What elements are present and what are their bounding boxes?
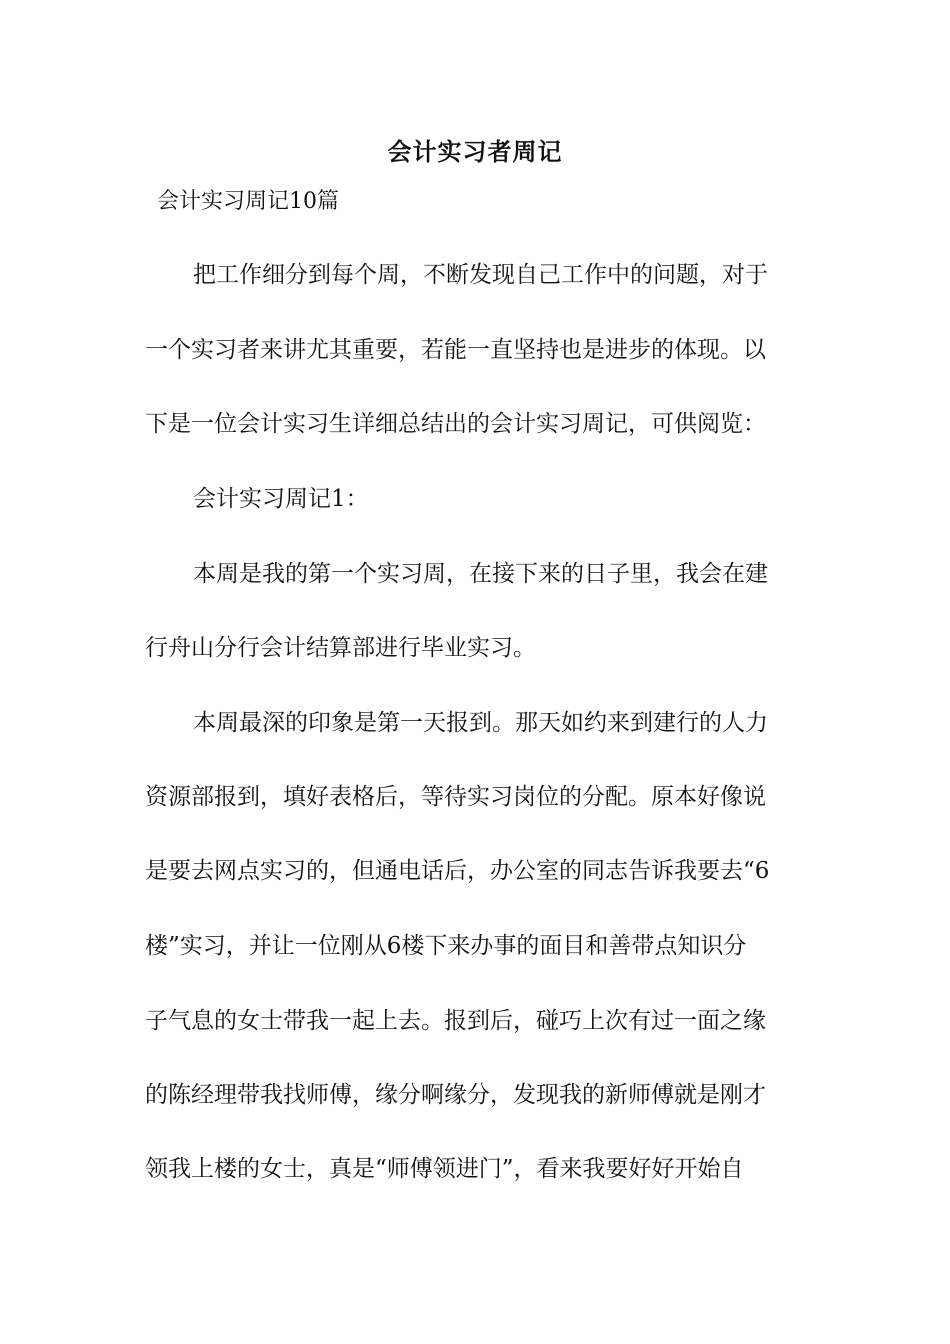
paragraph-line: 把工作细分到每个周，不断发现自己工作中的问题，对于 — [193, 262, 768, 288]
paragraph-line: 本周最深的印象是第一天报到。那天如约来到建行的人力 — [193, 710, 768, 736]
document-subtitle: 会计实习周记10篇 — [157, 189, 339, 214]
paragraph-line: 是要去网点实习的，但通电话后，办公室的同志告诉我要去“6 — [145, 858, 770, 884]
paragraph-line: 下是一位会计实习生详细总结出的会计实习周记，可供阅览： — [145, 411, 766, 437]
paragraph-line: 一个实习者来讲尤其重要，若能一直坚持也是进步的体现。以 — [145, 337, 766, 363]
paragraph-line: 领我上楼的女士，真是“师傅领进门”，看来我要好好开始自 — [145, 1156, 744, 1182]
paragraph-line: 楼”实习，并让一位刚从6楼下来办事的面目和善带点知识分 — [145, 933, 747, 959]
document-title: 会计实习者周记 — [387, 137, 563, 166]
section-heading: 会计实习周记1： — [193, 486, 369, 512]
paragraph-line: 子气息的女士带我一起上去。报到后，碰巧上次有过一面之缘 — [145, 1008, 766, 1034]
paragraph-line: 的陈经理带我找师傅，缘分啊缘分，发现我的新师傅就是刚才 — [145, 1082, 766, 1108]
paragraph-line: 资源部报到，填好表格后，等待实习岗位的分配。原本好像说 — [145, 784, 766, 810]
paragraph-line: 行舟山分行会计结算部进行毕业实习。 — [145, 635, 536, 661]
paragraph-line: 本周是我的第一个实习周，在接下来的日子里，我会在建 — [193, 561, 768, 587]
